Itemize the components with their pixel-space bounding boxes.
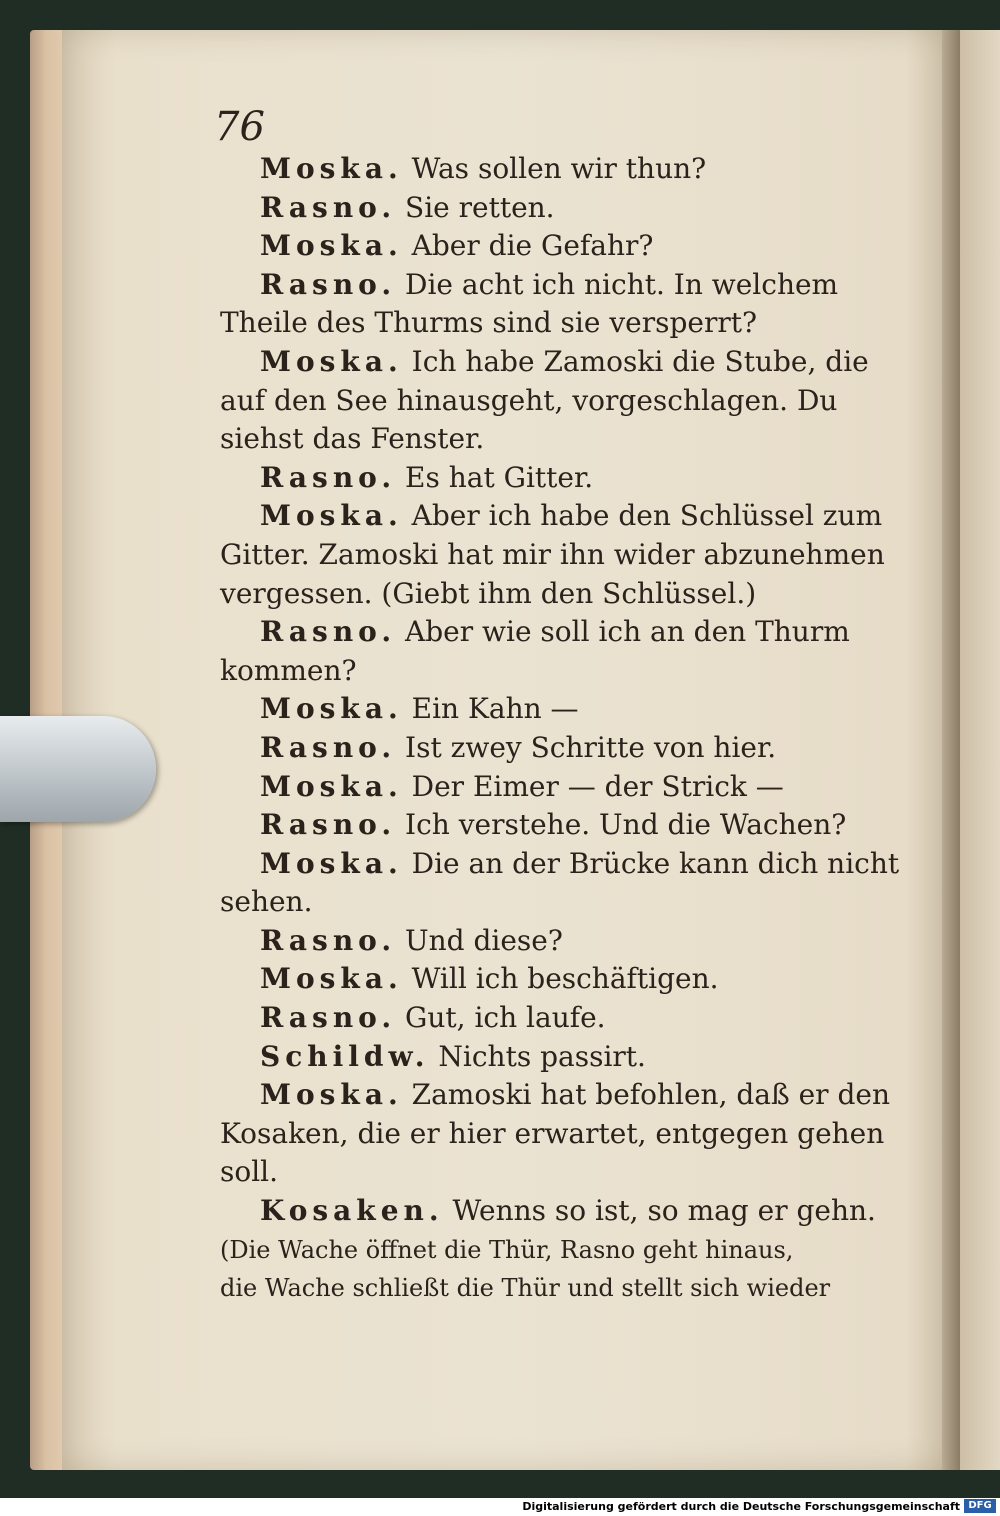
line-text: Gitter. Zamoski hat mir ihn wider abzunehmen [220, 537, 885, 571]
line-text: Aber wie soll ich an den Thurm [405, 615, 850, 649]
line-text: Es hat Gitter. [405, 460, 594, 494]
page-number: 76 [214, 104, 265, 150]
line-text: Wenns so ist, so mag er gehn. [452, 1194, 876, 1228]
speaker-name: Moska. [260, 152, 403, 185]
text-line [220, 1038, 860, 1077]
page-text [220, 150, 900, 1308]
line-text: Nichts passirt. [438, 1039, 646, 1073]
text-line [220, 729, 860, 768]
speaker-name: Kosaken. [260, 1194, 444, 1228]
line-text: Gut, ich laufe. [405, 1001, 606, 1035]
speaker-name: Rasno. [260, 460, 397, 494]
line-text: Der Eimer — der Strick — [411, 769, 784, 803]
text-line [220, 227, 860, 266]
line-text: kommen? [220, 653, 357, 687]
text-line [220, 806, 860, 845]
speaker-name: Rasno. [260, 1001, 397, 1035]
text-line [220, 189, 860, 228]
text-line [220, 420, 860, 459]
text-line [220, 960, 860, 999]
line-text: siehst das Fenster. [220, 422, 485, 456]
line-text: Die an der Brücke kann dich nicht [411, 846, 900, 880]
text-line [220, 1269, 860, 1308]
text-line [220, 1192, 876, 1231]
line-text: die Wache schließt die Thür und stellt sich wieder [220, 1274, 831, 1303]
speaker-name: Moska. [260, 769, 403, 803]
line-text: auf den See hinausgeht, vorgeschlagen. Du [220, 383, 838, 417]
facing-page-edge [960, 30, 1000, 1470]
line-text: soll. [220, 1155, 279, 1189]
text-line [220, 1153, 860, 1192]
speaker-name: Rasno. [260, 267, 397, 301]
text-line [220, 304, 860, 343]
speaker-name: Moska. [260, 344, 403, 378]
speaker-name: Moska. [260, 229, 403, 263]
text-line [220, 536, 885, 575]
line-text: Zamoski hat befohlen, daß er den [411, 1078, 890, 1112]
speaker-name: Moska. [260, 499, 403, 533]
line-text: Die acht ich nicht. In welchem [405, 267, 839, 301]
text-line [220, 266, 860, 305]
dfg-logo: DFG [964, 1499, 996, 1513]
footer-credit: Digitalisierung gefördert durch die Deutsche Forschungsgemeinschaft [522, 1500, 960, 1513]
text-line [220, 690, 860, 729]
speaker-name: Schildw. [260, 1039, 430, 1073]
speaker-name: Moska. [260, 962, 403, 996]
line-text: Und diese? [405, 923, 563, 957]
line-text: Ist zwey Schritte von hier. [405, 730, 777, 764]
text-line [220, 1231, 860, 1270]
text-line [220, 382, 860, 421]
line-text: Sie retten. [405, 190, 555, 224]
text-line [220, 343, 869, 382]
line-text: Ich verstehe. Und die Wachen? [405, 808, 847, 842]
line-text: Will ich beschäftigen. [411, 962, 719, 996]
text-line [220, 922, 860, 961]
text-line [220, 613, 860, 652]
text-line [220, 1115, 885, 1154]
line-text: Was sollen wir thun? [411, 152, 707, 185]
speaker-name: Rasno. [260, 730, 397, 764]
text-line [220, 575, 860, 614]
text-line [220, 652, 860, 691]
speaker-name: Moska. [260, 692, 403, 726]
page-holder-clip [0, 716, 156, 822]
speaker-name: Rasno. [260, 615, 397, 649]
speaker-name: Moska. [260, 846, 403, 880]
speaker-name: Rasno. [260, 808, 397, 842]
line-text: Ich habe Zamoski die Stube, die [411, 344, 869, 378]
text-line [220, 999, 860, 1038]
line-text: Aber die Gefahr? [411, 229, 654, 263]
line-text: (Die Wache öffnet die Thür, Rasno geht hinaus, [220, 1235, 794, 1264]
line-text: Kosaken, die er hier erwartet, entgegen gehen [220, 1116, 885, 1150]
line-text: vergessen. (Giebt ihm den Schlüssel.) [220, 576, 757, 610]
text-line [220, 883, 860, 922]
text-line [220, 497, 883, 536]
book-gutter [942, 30, 960, 1470]
line-text: Theile des Thurms sind sie versperrt? [220, 306, 758, 340]
line-text: sehen. [220, 885, 313, 919]
text-line [220, 845, 900, 884]
text-line [220, 150, 860, 189]
line-text: Aber ich habe den Schlüssel zum [411, 499, 883, 533]
speaker-name: Rasno. [260, 190, 397, 224]
speaker-name: Rasno. [260, 923, 397, 957]
text-line [220, 768, 860, 807]
text-line [220, 1076, 890, 1115]
line-text: Ein Kahn — [411, 692, 579, 726]
speaker-name: Moska. [260, 1078, 403, 1112]
text-line [220, 459, 860, 498]
